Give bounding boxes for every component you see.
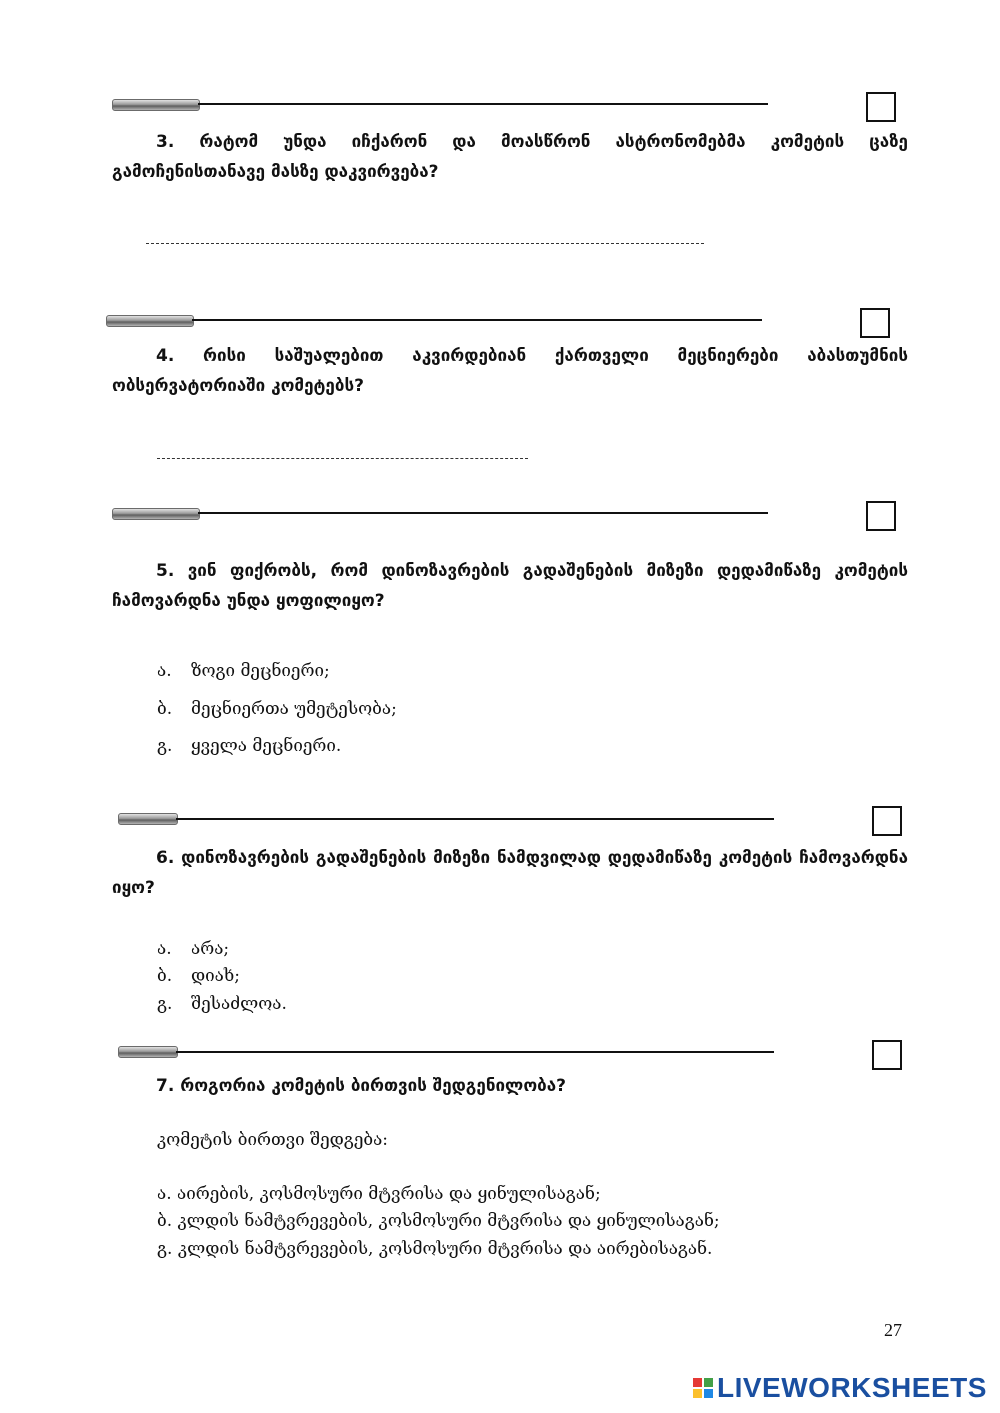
q6-option-c[interactable]: გ. შესაძლოა. (157, 994, 287, 1014)
divider-rule (198, 103, 768, 105)
question-6-text: 6. დინოზავრების გადაშენების მიზეზი ნამდვილად დედამიწაზე კომეტის ჩამოვარდნა იყო? (112, 848, 908, 898)
q5-option-c[interactable]: გ. ყველა მეცნიერი. (157, 736, 342, 756)
brand-logo[interactable] (693, 1374, 987, 1402)
divider-grip (112, 508, 200, 520)
divider-rule (192, 319, 762, 321)
score-box-q4[interactable] (860, 308, 890, 338)
divider-rule (176, 818, 774, 820)
score-box-q7[interactable] (872, 1040, 902, 1070)
divider-grip (118, 1046, 178, 1058)
answer-line-q3[interactable] (146, 243, 704, 244)
page-number: 27 (884, 1320, 902, 1340)
q7-option-b[interactable]: ბ. კლდის ნამტვრევების, კოსმოსური მტვრისა და ყინულისაგან; (157, 1211, 720, 1231)
q6-option-b[interactable]: ბ. დიახ; (157, 966, 240, 986)
q6-option-a[interactable]: ა. არა; (157, 939, 230, 959)
brand-text: LIVEWORKSHEETS (717, 1372, 987, 1403)
score-box-q6[interactable] (872, 806, 902, 836)
divider-grip (106, 315, 194, 327)
divider-grip (118, 813, 178, 825)
score-box-q3[interactable] (866, 92, 896, 122)
q7-intro: კომეტის ბირთვი შედგება: (157, 1130, 388, 1150)
q7-option-c[interactable]: გ. კლდის ნამტვრევების, კოსმოსური მტვრისა და აირებისაგან. (157, 1239, 713, 1259)
question-4-text: 4. რისი საშუალებით აკვირდებიან ქართველი მეცნიერები აბასთუმნის ობსერვატორიაში კომეტებს? (112, 346, 908, 396)
q7-option-a[interactable]: ა. აირების, კოსმოსური მტვრისა და ყინულისაგან; (157, 1184, 601, 1204)
answer-line-q4[interactable] (157, 458, 528, 459)
brand-icon (693, 1378, 713, 1398)
question-5-text: 5. ვინ ფიქრობს, რომ დინოზავრების გადაშენების მიზეზი დედამიწაზე კომეტის ჩამოვარდნა უნდა ყოფილიყო? (112, 561, 908, 611)
question-7-text: 7. როგორია კომეტის ბირთვის შედგენილობა? (156, 1076, 567, 1096)
q5-option-b[interactable]: ბ. მეცნიერთა უმეტესობა; (157, 699, 397, 719)
score-box-q5[interactable] (866, 501, 896, 531)
divider-rule (176, 1051, 774, 1053)
divider-grip (112, 99, 200, 111)
q5-option-a[interactable]: ა. ზოგი მეცნიერი; (157, 661, 330, 681)
divider-rule (198, 512, 768, 514)
question-3-text: 3. რატომ უნდა იჩქარონ და მოასწრონ ასტრონომებმა კომეტის ცაზე გამოჩენისთანავე მასზე დაკვირვება? (112, 132, 908, 182)
